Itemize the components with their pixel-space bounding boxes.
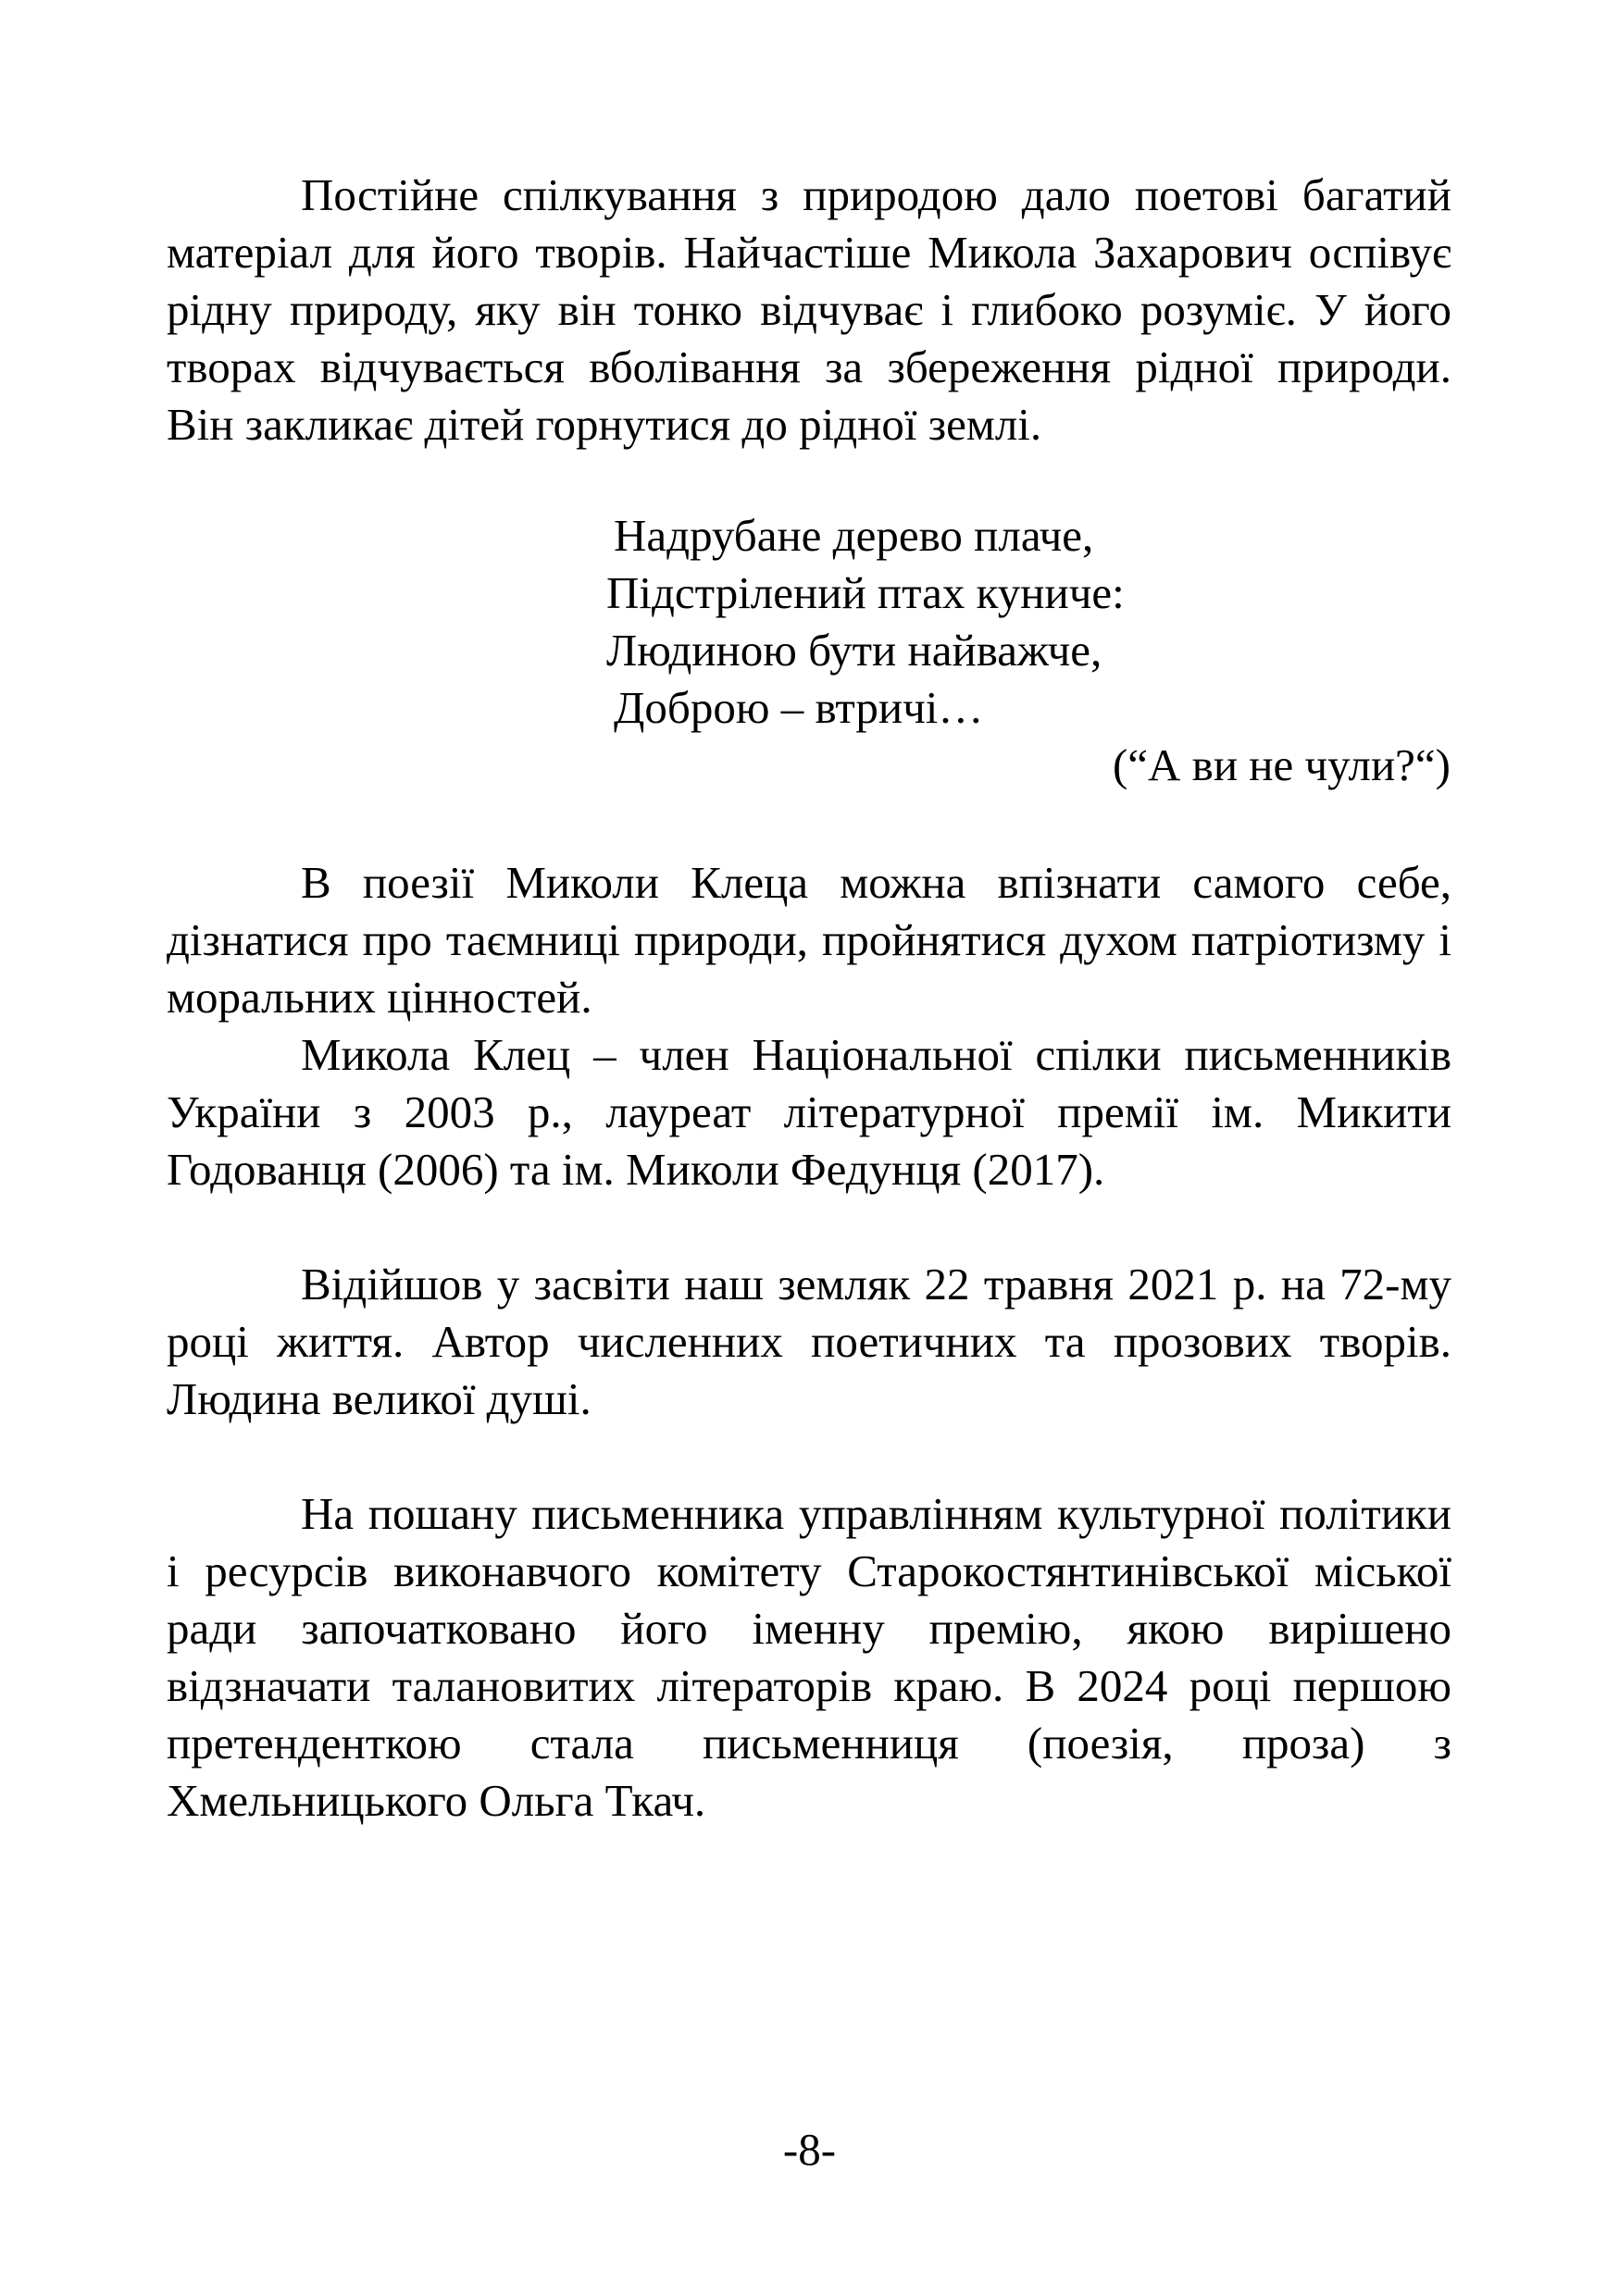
paragraph-award: На пошану письменника управлінням культурної політики і ресурсів виконавчого комітету Старокостянтинівської міської ради започатковано його іменну премію, якою вирішено відзначати талановитих літераторів краю. В 2024 році першою претенденткою стала письменниця (поезія, проза) з Хмельницького Ольга Ткач.	[167, 1488, 1451, 1826]
poem-line: Надрубане дерево плаче,	[614, 510, 1094, 561]
poem-line: Підстрілений птах куниче:	[606, 567, 1125, 618]
poem-line: Людиною бути найважче,	[606, 625, 1102, 676]
paragraph-nature: Постійне спілкування з природою дало поетові багатий матеріал для його творів. Найчастіше Микола Захарович оспівує рідну природу, яку він тонко відчуває і глибоко розуміє. У його творах відчувається вболівання за збереження рідної природи. Він закликає дітей горнутися до рідної землі.	[167, 169, 1451, 450]
paragraph-death: Відійшов у засвіти наш земляк 22 травня 2021 р. на 72-му році життя. Автор численних поетичних та прозових творів. Людина великої душі.	[167, 1259, 1451, 1424]
poem-source: (“А ви не чули?“)	[1112, 739, 1451, 790]
page-number: -8-	[782, 2124, 837, 2175]
poem-quote	[606, 507, 1347, 737]
paragraph-poetry: В поезії Миколи Клеца можна впізнати самого себе, дізнатися про таємниці природи, пройнятися духом патріотизму і моральних цінностей.	[167, 857, 1451, 1023]
paragraph-membership: Микола Клец – член Національної спілки письменників України з 2003 р., лауреат літературної премії ім. Микити Годованця (2006) та ім. Миколи Федунця (2017).	[167, 1029, 1451, 1195]
poem-line: Доброю – втричі…	[614, 682, 984, 733]
